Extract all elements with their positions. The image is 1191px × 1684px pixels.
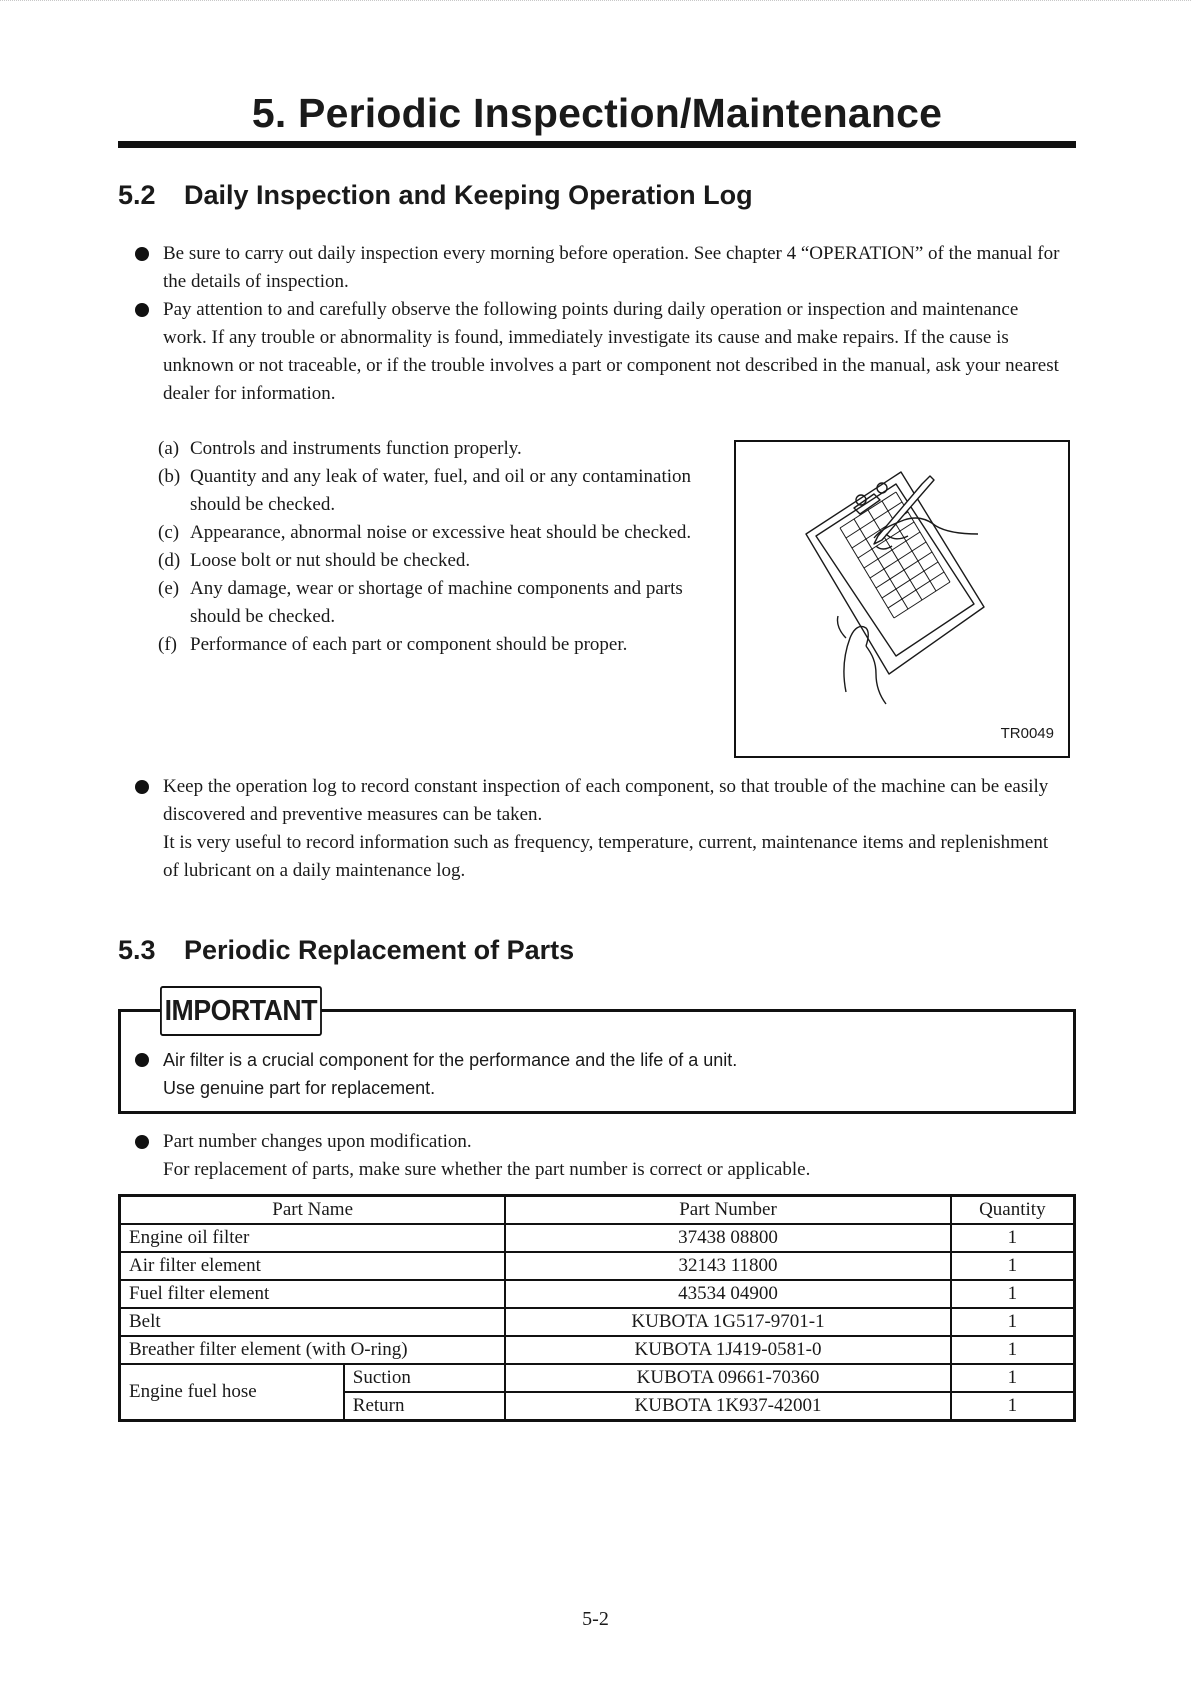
chapter-title-rule [118, 141, 1076, 148]
part-name-cell: Fuel filter element [120, 1280, 506, 1308]
part-name-cell: Engine fuel hose [120, 1364, 344, 1421]
column-header-part-name: Part Name [120, 1196, 506, 1225]
bullet-part-number-note [135, 1128, 1065, 1184]
sub-part-cell: Return [344, 1392, 506, 1421]
part-number-cell: 37438 08800 [505, 1224, 950, 1252]
parts-table [118, 1194, 1076, 1422]
bullet-text: Keep the operation log to record constant inspection of each component, so that trouble of the machine can be easily discovered and preventive measures can be taken. [163, 776, 1049, 825]
bullet-icon [135, 1135, 149, 1149]
bullet-icon [135, 247, 149, 261]
part-number-cell: 43534 04900 [505, 1280, 950, 1308]
part-number-cell: KUBOTA 1J419-0581-0 [505, 1336, 950, 1364]
bullet-text: Part number changes upon modification. [163, 1131, 472, 1152]
important-notice [135, 1046, 1055, 1102]
quantity-cell: 1 [951, 1392, 1075, 1421]
section-number: 5.2 [118, 180, 156, 210]
part-name-cell: Belt [120, 1308, 506, 1336]
quantity-cell: 1 [951, 1364, 1075, 1392]
quantity-cell: 1 [951, 1308, 1075, 1336]
important-line: Use genuine part for replacement. [163, 1078, 436, 1098]
section-title: Daily Inspection and Keeping Operation Log [184, 180, 753, 210]
bullet-icon [135, 303, 149, 317]
quantity-cell: 1 [951, 1252, 1075, 1280]
bullet-text-continued: It is very useful to record information such as frequency, temperature, current, maintenance items and replenishment of lubricant on a daily maintenance log. [163, 832, 1049, 881]
clipboard-writing-illustration [736, 442, 1068, 756]
bullet-text: Pay attention to and carefully observe the following points during daily operation or inspection and maintenance work. If any trouble or abnormality is found, immediately investigate its cause and make repairs. If the cause is unknown or not traceable, or if the trouble involves a part or component not described in the manual, ask your nearest dealer for information. [163, 299, 1059, 404]
list-item: (d) Loose bolt or nut should be checked. [158, 550, 471, 571]
section-5-2-heading [118, 180, 753, 211]
part-name-cell: Engine oil filter [120, 1224, 506, 1252]
bullet-icon [135, 1053, 149, 1067]
list-item: (a) Controls and instruments function properly. [158, 438, 522, 459]
section-number: 5.3 [118, 935, 156, 965]
table-row [120, 1224, 1075, 1252]
column-header-part-number: Part Number [505, 1196, 950, 1225]
list-item: (f) Performance of each part or component should be proper. [158, 634, 628, 655]
part-number-cell: KUBOTA 09661-70360 [505, 1364, 950, 1392]
table-header-row [120, 1196, 1075, 1225]
important-label: IMPORTANT [160, 986, 322, 1036]
section-title: Periodic Replacement of Parts [184, 935, 575, 965]
chapter-title: 5. Periodic Inspection/Maintenance [251, 90, 943, 136]
part-number-cell: KUBOTA 1K937-42001 [505, 1392, 950, 1421]
scan-edge-dots [0, 0, 1191, 5]
bullet-text-continued: For replacement of parts, make sure whether the part number is correct or applicable. [163, 1159, 811, 1180]
quantity-cell: 1 [951, 1224, 1075, 1252]
table-row [120, 1252, 1075, 1280]
figure-code: TR0049 [1000, 725, 1054, 742]
quantity-cell: 1 [951, 1280, 1075, 1308]
table-row [120, 1336, 1075, 1364]
operation-log-figure [734, 440, 1070, 758]
column-header-quantity: Quantity [951, 1196, 1075, 1225]
quantity-cell: 1 [951, 1336, 1075, 1364]
part-number-cell: 32143 11800 [505, 1252, 950, 1280]
bullet-icon [135, 780, 149, 794]
inspection-check-list [158, 435, 718, 659]
part-number-cell: KUBOTA 1G517-9701-1 [505, 1308, 950, 1336]
list-item: (b) Quantity and any leak of water, fuel, and oil or any contamination should be checked. [158, 466, 691, 515]
bullet-text: Be sure to carry out daily inspection every morning before operation. See chapter 4 “OPERATION” of the manual for the details of inspection. [163, 243, 1060, 292]
part-name-cell: Breather filter element (with O-ring) [120, 1336, 506, 1364]
list-item: (c) Appearance, abnormal noise or excessive heat should be checked. [158, 522, 692, 543]
list-item: (e) Any damage, wear or shortage of machine components and parts should be checked. [158, 578, 683, 627]
table-row [120, 1308, 1075, 1336]
part-name-cell: Air filter element [120, 1252, 506, 1280]
bullet-operation-log [135, 773, 1065, 885]
page-number: 5-2 [582, 1608, 609, 1630]
table-row [120, 1364, 1075, 1392]
table-row [120, 1280, 1075, 1308]
bullet-daily-inspection [135, 240, 1065, 296]
important-line: Air filter is a crucial component for the performance and the life of a unit. [163, 1050, 738, 1070]
bullet-observe-points [135, 296, 1065, 408]
section-5-3-heading [118, 935, 574, 966]
sub-part-cell: Suction [344, 1364, 506, 1392]
